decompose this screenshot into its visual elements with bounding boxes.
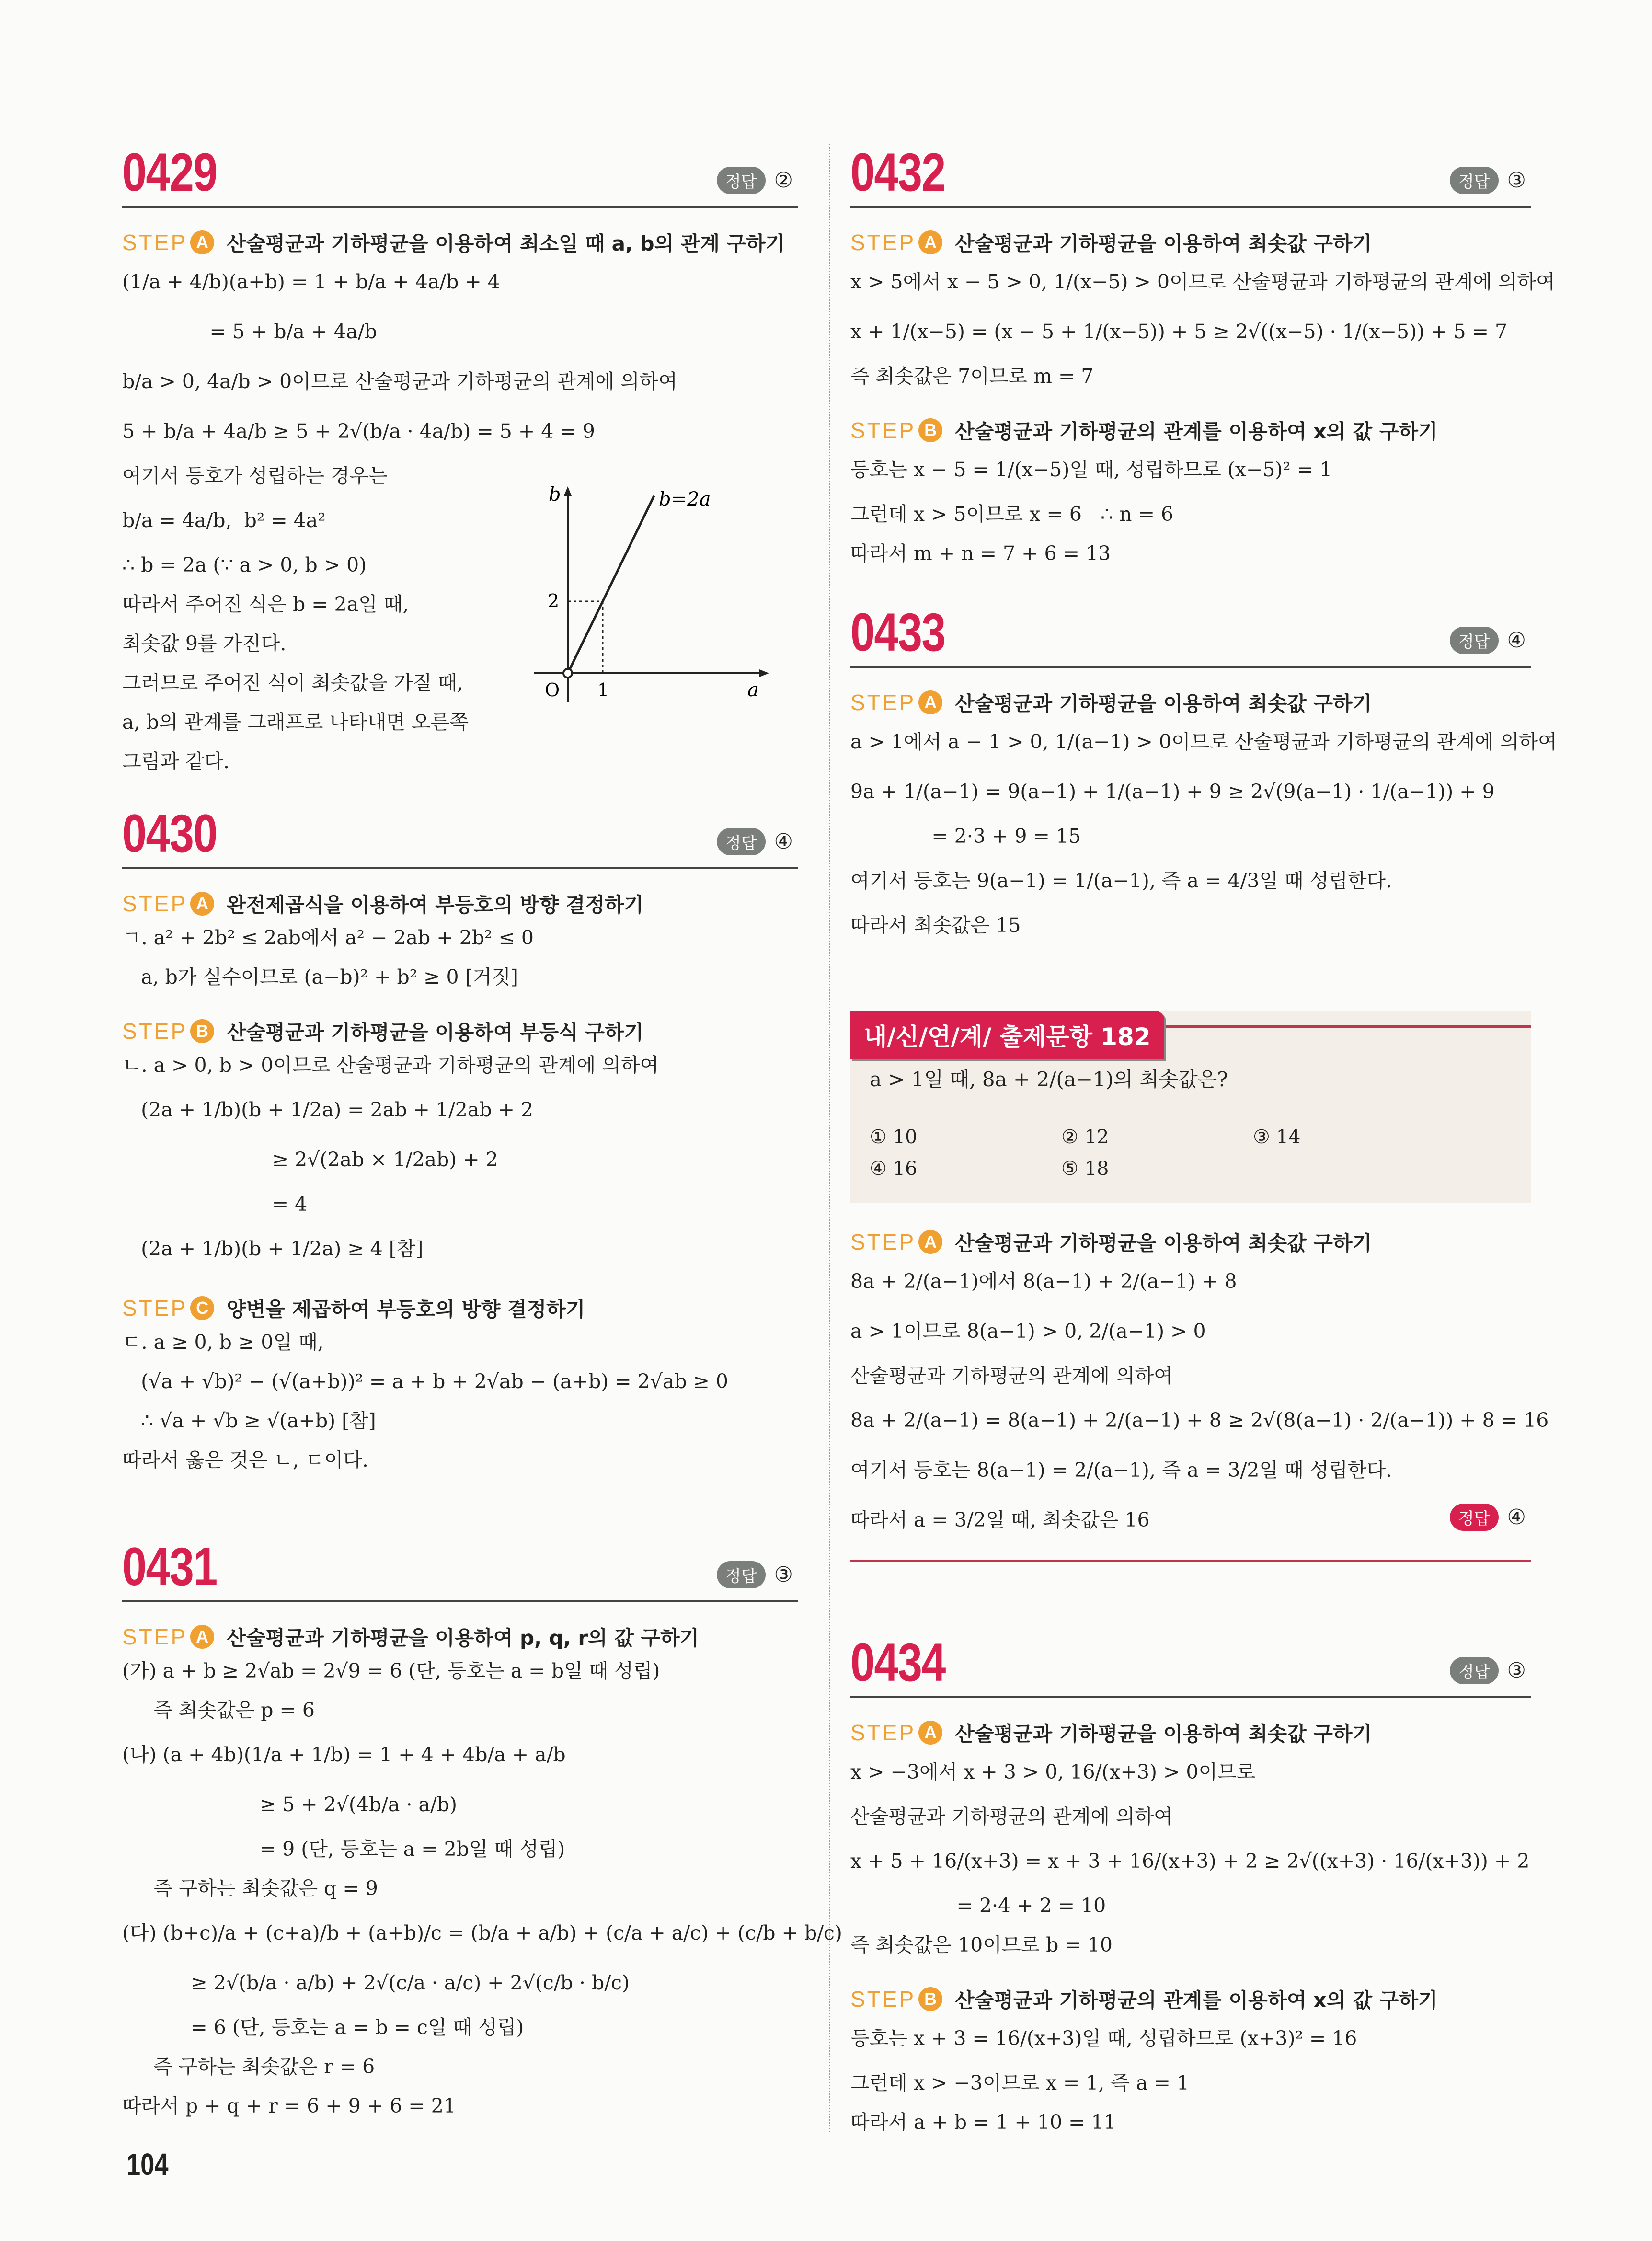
problem-number: 0432 — [850, 142, 945, 202]
solution-line: ∴ b = 2a (∵ a > 0, b > 0) — [122, 553, 367, 576]
step-letter-icon: A — [918, 690, 942, 714]
solution-line: 즉 구하는 최솟값은 r = 6 — [122, 2055, 375, 2078]
answer-value: ③ — [774, 1563, 793, 1587]
problem-0429 — [122, 144, 798, 781]
step-label — [122, 891, 214, 917]
step-word: STEP — [122, 230, 188, 255]
step-title: 산술평균과 기하평균을 이용하여 최솟값 구하기 — [955, 1231, 1372, 1255]
step-word: STEP — [850, 230, 916, 255]
solution-line: b/a = 4a/b, b² = 4a² — [122, 509, 326, 532]
answer — [717, 1561, 793, 1588]
solution-line: 즉 구하는 최솟값은 q = 9 — [122, 1877, 378, 1900]
step-header — [850, 228, 1531, 257]
solution-line: 8a + 2/(a−1) = 8(a−1) + 2/(a−1) + 8 ≥ 2√(8(a−1) · 2/(a−1)) + 8 = 16 — [850, 1409, 1549, 1432]
answer-value: ③ — [1507, 168, 1526, 193]
solution-line: (나) (a + 4b)(1/a + 1/b) = 1 + 4 + 4b/a + a/b — [122, 1743, 566, 1766]
answer-badge: 정답 — [1450, 167, 1499, 194]
open-origin-point — [563, 669, 572, 678]
step-letter-icon: A — [190, 230, 214, 254]
problem-number: 0429 — [122, 142, 217, 202]
solution-line: ≥ 5 + 2√(4b/a · a/b) — [122, 1793, 458, 1816]
solution-line: ㄷ. a ≥ 0, b ≥ 0일 때, — [122, 1331, 324, 1354]
solution-line: ∴ √a + √b ≥ √(a+b) [참] — [122, 1409, 376, 1432]
step-header — [850, 1718, 1531, 1747]
solution-line: 따라서 옳은 것은 ㄴ, ㄷ이다. — [122, 1448, 368, 1471]
solution-line: ≥ 2√(b/a · a/b) + 2√(c/a · a/c) + 2√(c/b · b/c) — [122, 1971, 630, 1994]
solution-line: 등호는 x + 3 = 16/(x+3)일 때, 성립하므로 (x+3)² = 16 — [850, 2027, 1357, 2050]
solution-line: 여기서 등호는 8(a−1) = 2/(a−1), 즉 a = 3/2일 때 성립한다. — [850, 1459, 1392, 1482]
problem-header — [850, 144, 1531, 208]
step-letter-icon: B — [918, 1987, 942, 2011]
solution-line: a, b가 실수이므로 (a−b)² + b² ≥ 0 [거짓] — [122, 965, 518, 988]
solution-line: 산술평균과 기하평균의 관계에 의하여 — [850, 1805, 1173, 1828]
step-word: STEP — [850, 1230, 916, 1254]
solution-body — [850, 1718, 1531, 2142]
answer-value: ④ — [774, 829, 793, 854]
step-header — [122, 1017, 798, 1046]
solution-line: 따라서 최솟값은 15 — [850, 914, 1021, 937]
solution-line: 따라서 주어진 식은 b = 2a일 때, — [122, 593, 409, 616]
solution-line: ㄴ. a > 0, b > 0이므로 산술평균과 기하평균의 관계에 의하여 — [122, 1054, 659, 1077]
solution-line: = 6 (단, 등호는 a = b = c일 때 성립) — [122, 2016, 524, 2039]
answer-value: ② — [774, 168, 793, 193]
step-label — [850, 417, 942, 443]
solution-line: 9a + 1/(a−1) = 9(a−1) + 1/(a−1) + 9 ≥ 2√(9(a−1) · 1/(a−1)) + 9 — [850, 780, 1495, 803]
related-answer — [1450, 1504, 1526, 1531]
solution-line: x > 5에서 x − 5 > 0, 1/(x−5) > 0이므로 산술평균과 기하평균의 관계에 의하여 — [850, 270, 1555, 293]
solution-line: (1/a + 4/b)(a+b) = 1 + b/a + 4a/b + 4 — [122, 270, 500, 293]
step-label — [122, 1624, 214, 1650]
problem-number: 0434 — [850, 1632, 945, 1692]
solution-line: x + 5 + 16/(x+3) = x + 3 + 16/(x+3) + 2 ≥ 2√((x+3) · 16/(x+3)) + 2 — [850, 1850, 1530, 1873]
problem-number: 0430 — [122, 804, 217, 863]
step-word: STEP — [850, 418, 916, 443]
solution-line: 즉 최솟값은 p = 6 — [122, 1699, 315, 1722]
answer-badge: 정답 — [717, 828, 766, 855]
solution-line: (√a + √b)² − (√(a+b))² = a + b + 2√ab − (a+b) = 2√ab ≥ 0 — [122, 1370, 729, 1393]
related-question: a > 1일 때, 8a + 2/(a−1)의 최솟값은? — [870, 1068, 1228, 1091]
step-header — [122, 889, 798, 918]
choice-1: ① 10 — [870, 1126, 918, 1148]
problem-header — [122, 805, 798, 869]
step-title: 산술평균과 기하평균을 이용하여 최솟값 구하기 — [955, 692, 1372, 715]
step-label — [122, 1018, 214, 1044]
solution-body — [122, 1622, 842, 2126]
step-word: STEP — [850, 1987, 916, 2011]
answer-value: ④ — [1507, 628, 1526, 653]
x-tick-1: 1 — [597, 679, 609, 701]
answer-value: ③ — [1507, 1658, 1526, 1683]
step-word: STEP — [850, 1720, 916, 1745]
problem-0431 — [122, 1537, 842, 2126]
solution-line: 최솟값 9를 가진다. — [122, 632, 287, 655]
x-axis-label: a — [747, 679, 759, 701]
step-word: STEP — [122, 891, 188, 916]
step-title: 산술평균과 기하평균을 이용하여 부등식 구하기 — [227, 1021, 644, 1044]
answer — [717, 828, 793, 855]
line-b-2a — [568, 496, 654, 673]
solution-line: (2a + 1/b)(b + 1/2a) ≥ 4 [참] — [122, 1237, 424, 1260]
solution-line: 그런데 x > 5이므로 x = 6 ∴ n = 6 — [850, 503, 1174, 526]
solution-line: 여기서 등호가 성립하는 경우는 — [122, 464, 388, 487]
solution-line: 5 + b/a + 4a/b ≥ 5 + 2√(b/a · 4a/b) = 5 + 4 = 9 — [122, 420, 595, 443]
solution-line: 즉 최솟값은 10이므로 b = 10 — [850, 1933, 1113, 1956]
step-title: 산술평균과 기하평균의 관계를 이용하여 x의 값 구하기 — [955, 420, 1438, 443]
answer — [1450, 1657, 1526, 1684]
solution-line: = 2·3 + 9 = 15 — [850, 825, 1081, 848]
step-label — [850, 1229, 942, 1255]
step-letter-icon: A — [190, 892, 214, 916]
box-top-rule — [1119, 1025, 1531, 1028]
step-header — [850, 1985, 1531, 2013]
problem-header — [122, 1538, 798, 1602]
answer — [1450, 627, 1526, 654]
step-label — [850, 1720, 942, 1746]
solution-line: 즉 최솟값은 7이므로 m = 7 — [850, 365, 1094, 388]
problem-0432 — [850, 142, 1555, 573]
y-tick-2: 2 — [548, 590, 560, 611]
solution-body — [850, 228, 1555, 573]
solution-line: (가) a + b ≥ 2√ab = 2√9 = 6 (단, 등호는 a = b일 때 성립) — [122, 1659, 660, 1682]
problem-number: 0431 — [122, 1537, 217, 1597]
answer-badge: 정답 — [717, 167, 766, 194]
step-letter-icon: B — [918, 418, 942, 442]
graph-b-equals-2a — [525, 482, 774, 707]
answer — [717, 167, 793, 194]
y-axis-arrow — [564, 486, 572, 496]
solution-line: = 4 — [122, 1193, 308, 1216]
solution-line: 따라서 a + b = 1 + 10 = 11 — [850, 2111, 1116, 2134]
step-title: 산술평균과 기하평균의 관계를 이용하여 x의 값 구하기 — [955, 1988, 1438, 2012]
solution-line: ㄱ. a² + 2b² ≤ 2ab에서 a² − 2ab + 2b² ≤ 0 — [122, 926, 534, 949]
step-word: STEP — [122, 1624, 188, 1649]
step-letter-icon: B — [190, 1019, 214, 1043]
step-label — [850, 1986, 942, 2012]
step-title: 산술평균과 기하평균을 이용하여 p, q, r의 값 구하기 — [227, 1626, 700, 1650]
step-letter-icon: A — [190, 1625, 214, 1649]
solution-line: 그러므로 주어진 식이 최솟값을 가질 때, — [122, 671, 463, 694]
solution-line: 그림과 같다. — [122, 750, 230, 773]
origin-label: O — [545, 679, 560, 701]
solution-line: a > 1이므로 8(a−1) > 0, 2/(a−1) > 0 — [850, 1320, 1206, 1343]
problem-header — [122, 144, 798, 208]
step-header — [850, 416, 1531, 445]
problem-header — [850, 1634, 1531, 1698]
choice-3: ③ 14 — [1253, 1126, 1301, 1148]
answer-choices — [870, 1126, 1445, 1180]
solution-line: = 9 (단, 등호는 a = 2b일 때 성립) — [122, 1838, 565, 1861]
problem-number: 0433 — [850, 602, 945, 662]
solution-line: ≥ 2√(2ab × 1/2ab) + 2 — [122, 1148, 498, 1171]
choice-5: ⑤ 18 — [1061, 1158, 1109, 1180]
step-label — [122, 1295, 214, 1321]
solution-line: = 5 + b/a + 4a/b — [122, 320, 377, 343]
step-label — [850, 690, 942, 715]
related-problem-tab: 내/신/연/계/ 출제문항 182 — [850, 1011, 1164, 1059]
step-title: 양변을 제곱하여 부등호의 방향 결정하기 — [227, 1298, 585, 1321]
step-letter-icon: A — [918, 1230, 942, 1254]
solution-body — [122, 889, 798, 1480]
y-axis-label: b — [549, 483, 561, 506]
solution-line: 등호는 x − 5 = 1/(x−5)일 때, 성립하므로 (x−5)² = 1 — [850, 458, 1332, 481]
answer-badge: 정답 — [1450, 1657, 1499, 1684]
solution-line: x > −3에서 x + 3 > 0, 16/(x+3) > 0이므로 — [850, 1760, 1256, 1783]
step-header — [122, 228, 798, 257]
step-letter-icon: A — [918, 1721, 942, 1745]
choice-4: ④ 16 — [870, 1158, 918, 1180]
line-label: b=2a — [659, 488, 711, 510]
answer — [1450, 167, 1526, 194]
solution-body — [850, 688, 1557, 945]
step-header — [122, 1294, 798, 1322]
step-header — [850, 1228, 1531, 1256]
step-title: 산술평균과 기하평균을 이용하여 최솟값 구하기 — [955, 232, 1372, 255]
solution-line: 그런데 x > −3이므로 x = 1, 즉 a = 1 — [850, 2071, 1189, 2094]
solution-line: 따라서 a = 3/2일 때, 최솟값은 16 — [850, 1508, 1150, 1531]
page-number: 104 — [126, 2147, 169, 2182]
solution-line: 8a + 2/(a−1)에서 8(a−1) + 2/(a−1) + 8 — [850, 1270, 1237, 1293]
solution-line: a > 1에서 a − 1 > 0, 1/(a−1) > 0이므로 산술평균과 기하평균의 관계에 의하여 — [850, 730, 1557, 753]
solution-line: a, b의 관계를 그래프로 나타내면 오른쪽 — [122, 711, 469, 734]
step-title: 산술평균과 기하평균을 이용하여 최솟값 구하기 — [955, 1722, 1372, 1746]
related-solution — [850, 1207, 1549, 1562]
x-axis-arrow — [759, 669, 769, 677]
solution-line: (다) (b+c)/a + (c+a)/b + (a+b)/c = (b/a + a/b) + (c/a + a/c) + (c/b + b/c) — [122, 1921, 842, 1944]
answer-value: ④ — [1507, 1505, 1526, 1529]
step-word: STEP — [122, 1019, 188, 1044]
solution-line: 산술평균과 기하평균의 관계에 의하여 — [850, 1364, 1173, 1387]
problem-0430 — [122, 805, 798, 1480]
solution-line: x + 1/(x−5) = (x − 5 + 1/(x−5)) + 5 ≥ 2√((x−5) · 1/(x−5)) + 5 = 7 — [850, 320, 1508, 343]
step-letter-icon: A — [918, 230, 942, 254]
step-word: STEP — [850, 690, 916, 715]
answer-badge: 정답 — [1450, 627, 1499, 654]
step-header — [122, 1622, 798, 1651]
solution-line: = 2·4 + 2 = 10 — [850, 1894, 1106, 1917]
solution-line: 따라서 m + n = 7 + 6 = 13 — [850, 542, 1111, 565]
step-label — [122, 230, 214, 255]
step-letter-icon: C — [190, 1296, 214, 1320]
solution-line: (2a + 1/b)(b + 1/2a) = 2ab + 1/2ab + 2 — [122, 1098, 534, 1121]
step-title: 산술평균과 기하평균을 이용하여 최소일 때 a, b의 관계 구하기 — [227, 232, 785, 255]
related-problem-box — [850, 1011, 1531, 1203]
choice-2: ② 12 — [1061, 1126, 1109, 1148]
solution-line: 따라서 p + q + r = 6 + 9 + 6 = 21 — [122, 2094, 456, 2117]
step-header — [850, 688, 1531, 717]
answer-badge: 정답 — [717, 1561, 766, 1588]
step-title: 완전제곱식을 이용하여 부등호의 방향 결정하기 — [227, 893, 644, 917]
problem-header — [850, 604, 1531, 668]
step-label — [850, 230, 942, 255]
solution-line: b/a > 0, 4a/b > 0이므로 산술평균과 기하평균의 관계에 의하여 — [122, 370, 677, 393]
problem-0434 — [850, 1634, 1531, 2142]
column-divider — [829, 144, 830, 2132]
answer-badge: 정답 — [1450, 1504, 1499, 1531]
solution-line: 여기서 등호는 9(a−1) = 1/(a−1), 즉 a = 4/3일 때 성립한다. — [850, 869, 1392, 892]
step-word: STEP — [122, 1296, 188, 1321]
problem-0433 — [850, 602, 1557, 945]
